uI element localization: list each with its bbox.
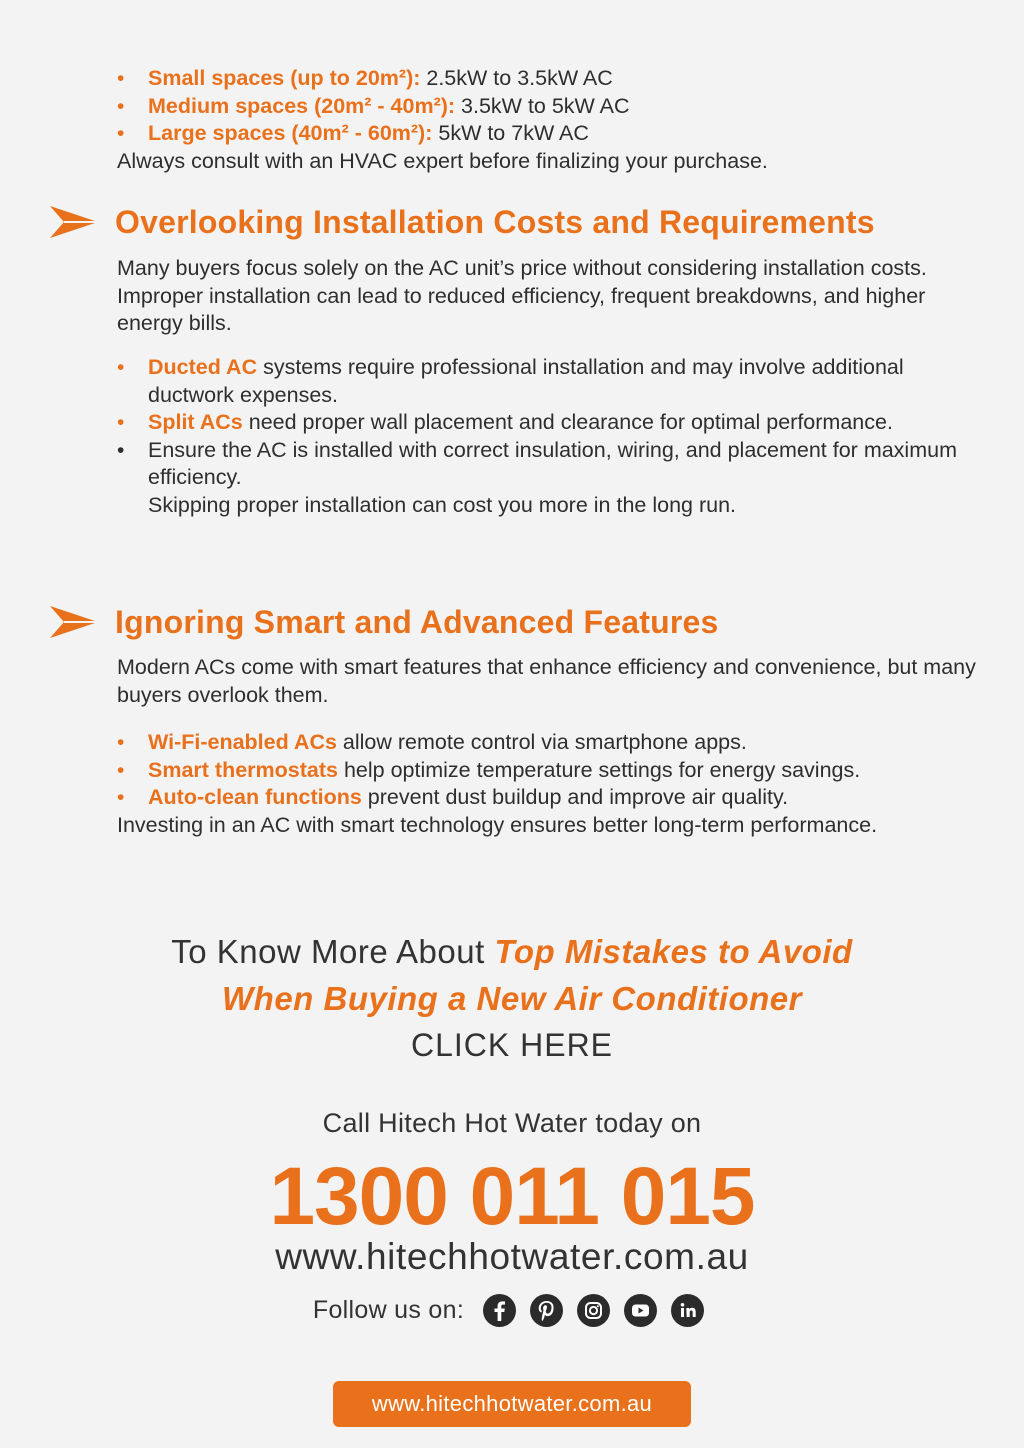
bullet: • [117, 94, 125, 118]
list-item [117, 729, 997, 757]
list-item [117, 409, 987, 437]
instagram-icon[interactable] [577, 1294, 610, 1327]
item-label: Large spaces (40m² - 60m²): [148, 121, 433, 145]
website-link[interactable]: www.hitechhotwater.com.au [275, 1236, 749, 1277]
item-text: 2.5kW to 3.5kW AC [420, 66, 613, 90]
cta-prefix: To Know More About [171, 933, 495, 970]
list-item [117, 120, 997, 148]
closing-text: Skipping proper installation can cost you more in the long run. [148, 492, 737, 517]
closing-note [117, 492, 987, 520]
list-item [117, 757, 997, 785]
item-label: Auto-clean functions [148, 785, 362, 809]
bullet: • [117, 67, 125, 90]
linkedin-icon[interactable] [671, 1294, 704, 1327]
item-text: 3.5kW to 5kW AC [455, 93, 630, 118]
arrow-icon [48, 202, 100, 242]
item-text: Ensure the AC is installed with correct insulation, wiring, and placement for maximum efficiency. [148, 437, 957, 489]
follow-label: Follow us on: [312, 1296, 465, 1324]
item-text: help optimize temperature settings for energy savings. [337, 757, 861, 782]
website-button[interactable]: www.hitechhotwater.com.au [333, 1381, 691, 1427]
intro-text: Modern ACs come with smart features that enhance efficiency and convenience, but many buyers overlook them. [117, 655, 976, 707]
section-heading-smart-features [48, 602, 718, 642]
closing-note: Investing in an AC with smart technology ensures better long-term performance. [117, 812, 878, 837]
item-label: Small spaces (up to 20m²): [148, 66, 421, 90]
bullet: • [117, 438, 125, 462]
item-text: systems require professional installation and may involve additional ductwork expenses. [148, 355, 904, 407]
section-heading-installation [48, 202, 875, 242]
bullet: • [117, 758, 125, 782]
youtube-icon[interactable] [624, 1294, 657, 1327]
item-text: 5kW to 7kW AC [432, 121, 589, 145]
call-to-action [0, 928, 1024, 1069]
social-follow [0, 1294, 1024, 1327]
item-label: Wi-Fi-enabled ACs [148, 730, 337, 754]
item-text: prevent dust buildup and improve air quality. [361, 785, 789, 809]
expert-note: Always consult with an HVAC expert before finalizing your purchase. [117, 148, 768, 173]
item-text: allow remote control via smartphone apps. [336, 730, 747, 754]
bullet: • [117, 356, 125, 379]
section-title: Ignoring Smart and Advanced Features [115, 603, 719, 640]
list-item [117, 784, 997, 812]
click-here-link[interactable]: CLICK HERE [410, 1027, 614, 1063]
list-item [117, 93, 997, 121]
space-size-guide [117, 65, 997, 175]
item-label: Medium spaces (20m² - 40m²): [148, 93, 456, 118]
intro-text: Many buyers focus solely on the AC unit’s price without considering installation costs. Improper installation can lead to reduced efficiency, frequent breakdowns, and higher energy bills. [117, 256, 927, 335]
smart-features-list [117, 729, 997, 839]
item-label: Ducted AC [148, 355, 258, 379]
cta-heading [0, 928, 1024, 975]
bullet: • [117, 411, 125, 434]
section-title: Overlooking Installation Costs and Requirements [115, 203, 875, 240]
phone-number[interactable]: 1300 011 015 [269, 1151, 755, 1242]
item-label: Smart thermostats [148, 757, 338, 782]
cta-emphasis-2: When Buying a New Air Conditioner [222, 980, 802, 1017]
bullet: • [117, 122, 125, 145]
arrow-icon [48, 602, 100, 642]
item-text: need proper wall placement and clearance for optimal performance. [242, 410, 893, 434]
cta-heading-2 [0, 975, 1024, 1022]
section-intro [117, 255, 987, 338]
cta-emphasis-1: Top Mistakes to Avoid [494, 933, 853, 970]
list-item [117, 65, 997, 93]
space-size-list [117, 65, 997, 148]
list-item [117, 354, 987, 409]
section-intro [117, 654, 987, 709]
facebook-icon[interactable] [483, 1294, 516, 1327]
bullet: • [117, 786, 125, 809]
bullet: • [117, 731, 125, 754]
call-prompt: Call Hitech Hot Water today on [322, 1108, 702, 1138]
item-label: Split ACs [148, 410, 243, 434]
pinterest-icon[interactable] [530, 1294, 563, 1327]
list-item [117, 437, 987, 492]
installation-list [117, 354, 987, 519]
